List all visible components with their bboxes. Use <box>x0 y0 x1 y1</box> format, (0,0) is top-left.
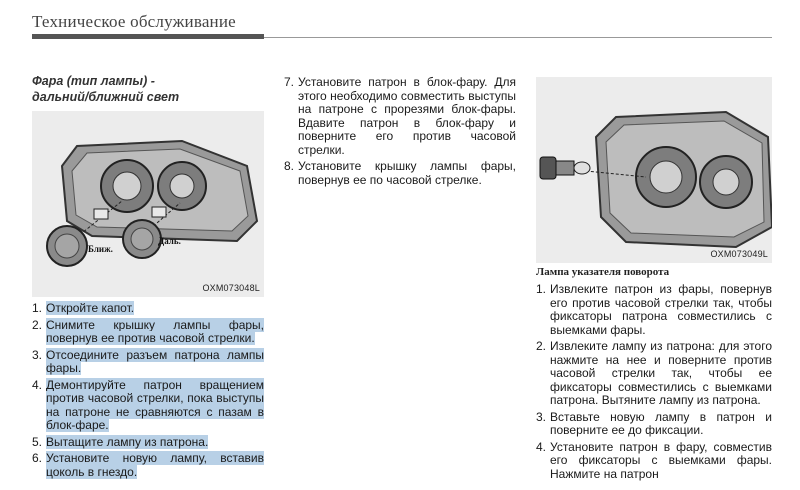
list-item: 3. Вставьте новую лампу в патрон и поверните ее до фиксации. <box>536 409 772 437</box>
low-beam-label: Ближ. <box>88 244 113 254</box>
figure1-code: OXM073048L <box>202 283 260 293</box>
list-item: 3. Отсоедините разъем патрона лампы фары. <box>32 347 264 375</box>
high-beam-label: Даль. <box>158 236 181 246</box>
list-item: 6. Установите новую лампу, вставив цоколь в гнездо. <box>32 451 264 479</box>
headlamp-install-steps <box>284 76 516 190</box>
list-item: 4. Установите патрон в фару, совместив его фиксаторы с выемками фары. Нажмите на патрон <box>536 439 772 481</box>
header-title: Техническое обслуживание <box>32 12 236 31</box>
turn-signal-steps <box>536 283 772 484</box>
list-item: 5. Вытащите лампу из патрона. <box>32 434 209 449</box>
list-item: 7. Установите патрон в блок-фару. Для этого необходимо совместить выступы на патроне с прорезями блок-фары. Вдавите патрон в блок-фару и поверните его против часовой стрелки. <box>284 75 516 157</box>
turn-signal-title: Лампа указателя поворота <box>536 266 670 278</box>
list-item: 2. Извлеките лампу из патрона: для этого нажмите на нее и поверните против часовой стрелки так, чтобы ее фиксаторы совместились с выемками патрона. Вытяните лампу из патрона. <box>536 339 772 407</box>
list-item: 8. Установите крышку лампы фары, повернув ее по часовой стрелке. <box>284 159 516 187</box>
headlamp-removal-steps <box>32 302 264 482</box>
header-rule <box>32 34 264 39</box>
headlamp-figure <box>32 111 264 297</box>
list-item: 4. Демонтируйте патрон вращением против часовой стрелки, пока выступы на патроне не сравняются с пазам в блок-фаре. <box>32 377 264 432</box>
turn-signal-illustration <box>536 77 772 263</box>
section-title <box>32 73 264 105</box>
header-rule-thin <box>264 37 772 38</box>
list-item: 2. Снимите крышку лампы фары, повернув ее против часовой стрелки. <box>32 317 264 345</box>
figure2-code: OXM073049L <box>710 249 768 259</box>
headlamp-illustration <box>32 111 264 297</box>
section-title-line2: дальний/ближний свет <box>32 90 180 104</box>
section-title-line1: Фара (тип лампы) - <box>32 74 155 88</box>
list-item: 1. Извлеките патрон из фары, повернув его против часовой стрелки так, чтобы фиксаторы патрона совместились с выемками фары. <box>536 282 772 337</box>
turn-signal-figure <box>536 77 772 263</box>
list-item: 1. Откройте капот. <box>32 301 135 315</box>
